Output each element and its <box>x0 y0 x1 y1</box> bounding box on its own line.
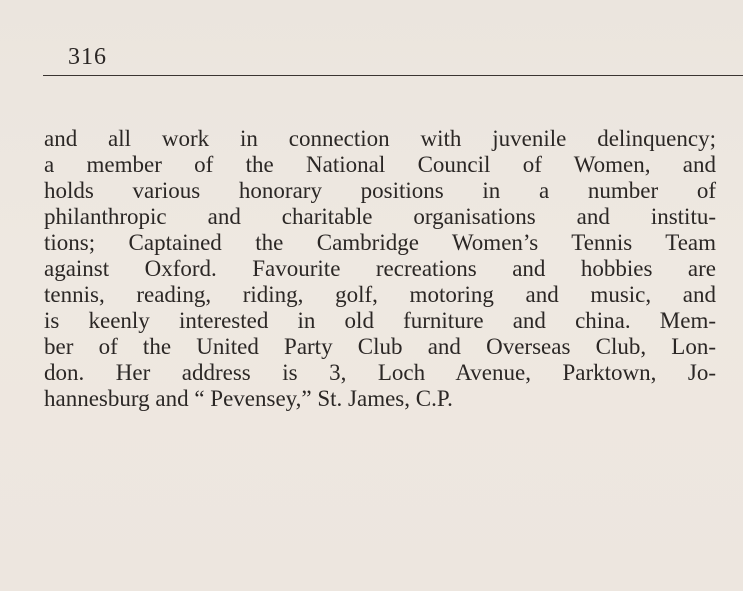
text-line: holds various honorary positions in a number of <box>44 178 716 203</box>
text-line: a member of the National Council of Women, and <box>44 152 716 177</box>
text-line: ber of the United Party Club and Overseas Club, Lon- <box>44 334 716 359</box>
text-line: tions; Captained the Cambridge Women’s Tennis Team <box>44 230 716 255</box>
text-line: hannesburg and “ Pevensey,” St. James, C.P. <box>44 386 453 411</box>
text-line: tennis, reading, riding, golf, motoring and music, and <box>44 282 716 307</box>
text-line: don. Her address is 3, Loch Avenue, Parktown, Jo- <box>44 360 716 385</box>
page-number: 316 <box>68 44 107 70</box>
text-line: and all work in connection with juvenile delinquency; <box>44 126 716 151</box>
header-rule <box>43 75 743 76</box>
body-paragraph <box>44 126 716 412</box>
text-line: philanthropic and charitable organisations and institu- <box>44 204 716 229</box>
text-line: is keenly interested in old furniture and china. Mem- <box>44 308 716 333</box>
text-line: against Oxford. Favourite recreations and hobbies are <box>44 256 716 281</box>
